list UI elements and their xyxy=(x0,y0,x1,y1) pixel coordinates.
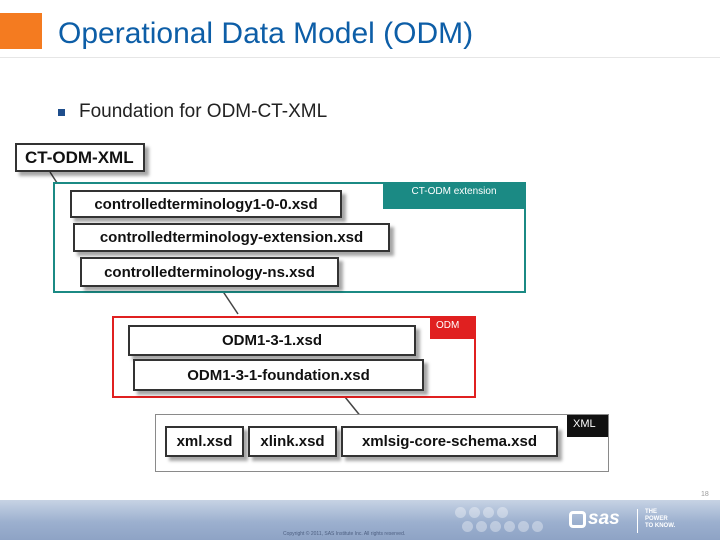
ct-extension-tag: CT-ODM extension xyxy=(383,183,525,209)
sas-s-icon xyxy=(569,511,586,528)
sas-logo-text: sas xyxy=(588,508,620,529)
odm-schema-file: ODM1-3-1.xsd xyxy=(128,325,416,356)
connector-ct-to-odm xyxy=(222,290,238,314)
xmlsig-schema-file: xmlsig-core-schema.xsd xyxy=(341,426,558,457)
xml-schema-file: xml.xsd xyxy=(165,426,244,457)
sas-logo xyxy=(569,508,620,530)
ct-schema-file: controlledterminology1-0-0.xsd xyxy=(70,190,342,218)
page-number: 18 xyxy=(701,491,709,498)
odm-tag: ODM xyxy=(430,317,475,339)
root-schema-box: CT-ODM-XML xyxy=(15,143,145,172)
slide-title: Operational Data Model (ODM) xyxy=(58,17,474,50)
bullet-text: Foundation for ODM-CT-XML xyxy=(79,101,328,122)
odm-foundation-schema-file: ODM1-3-1-foundation.xsd xyxy=(133,359,424,391)
logo-separator xyxy=(637,509,638,533)
ct-extension-schema-file: controlledterminology-extension.xsd xyxy=(73,223,390,252)
xlink-schema-file: xlink.xsd xyxy=(248,426,337,457)
xml-tag: XML xyxy=(567,415,608,437)
copyright-text: Copyright © 2011, SAS Institute Inc. All rights reserved. xyxy=(283,531,406,537)
ct-ns-schema-file: controlledterminology-ns.xsd xyxy=(80,257,339,287)
sas-tagline: THE POWER TO KNOW. xyxy=(645,509,676,529)
